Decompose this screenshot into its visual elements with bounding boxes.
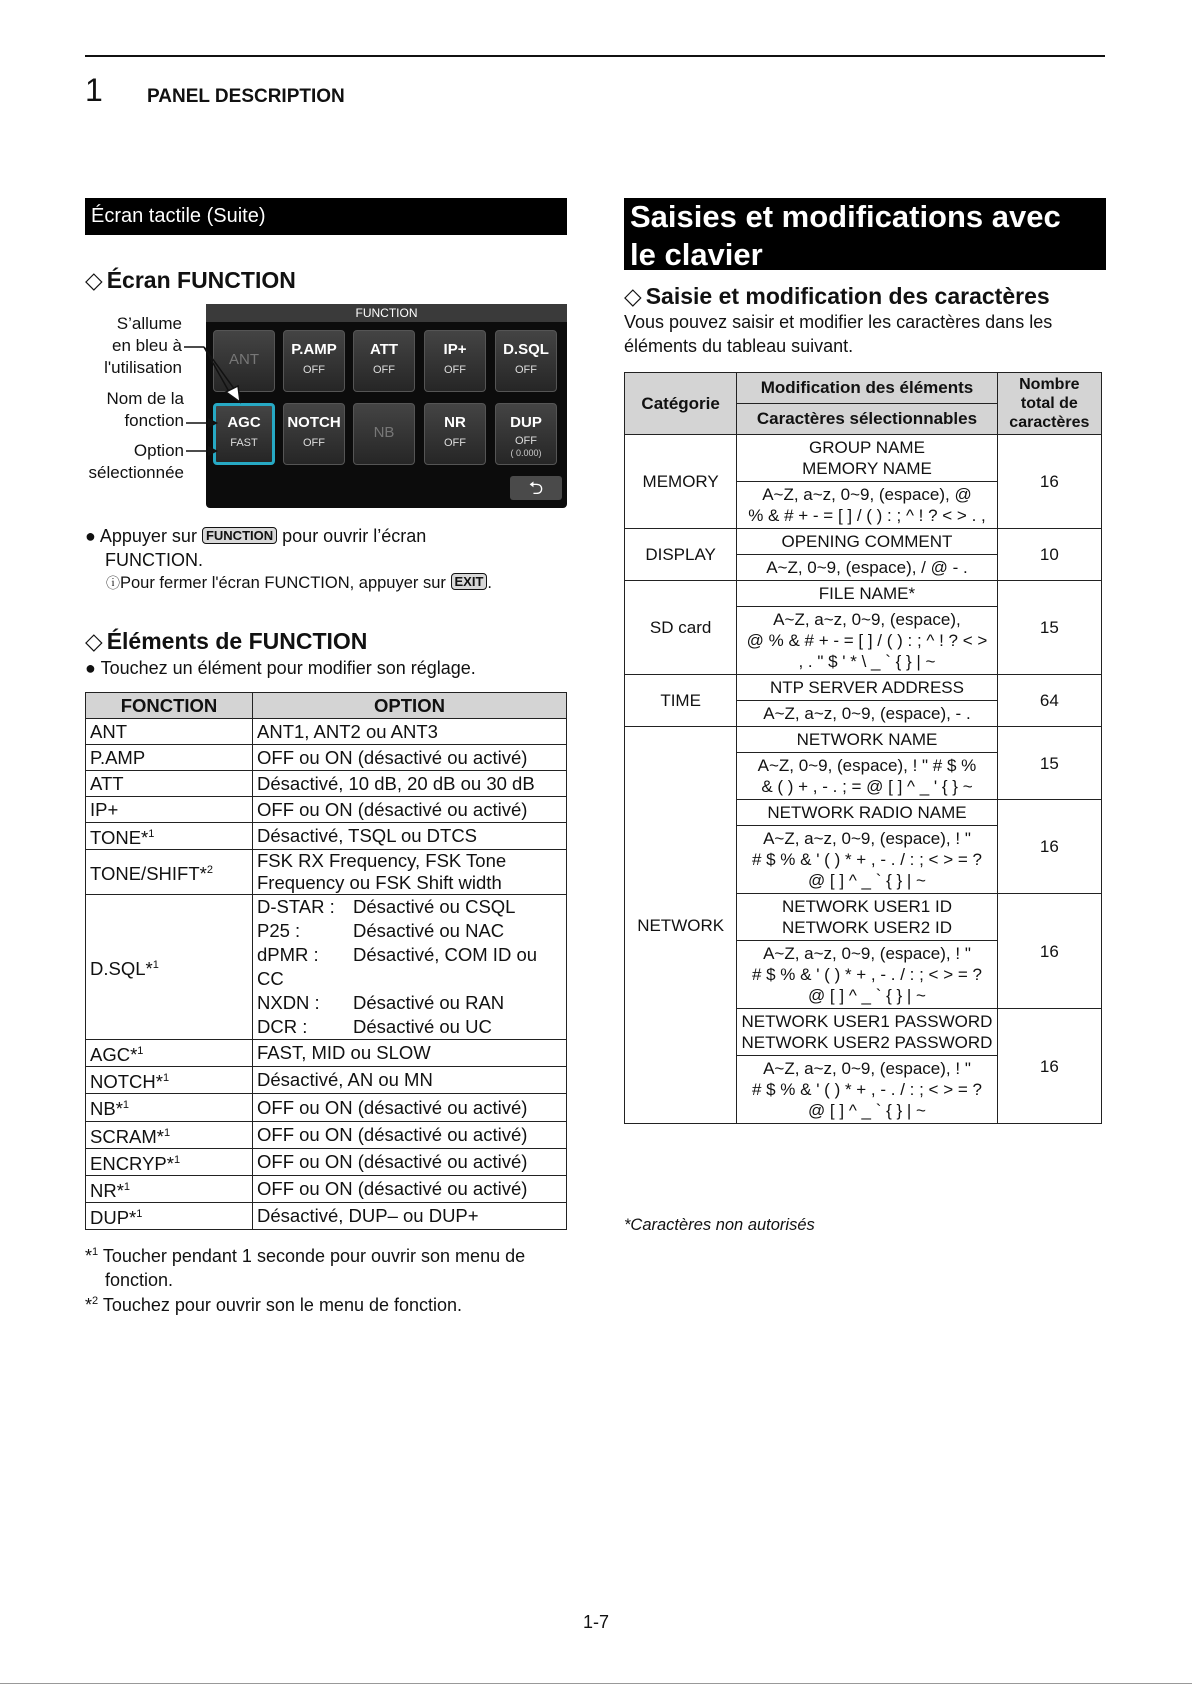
info-icon: ⓘ: [106, 575, 120, 591]
bottom-rule: [0, 1683, 1192, 1684]
diamond-icon: ◇: [624, 283, 642, 309]
function-table: [85, 692, 567, 1230]
back-arrow-icon: ⮌: [510, 476, 562, 500]
col-header-selectable: Caractères sélectionnables: [737, 404, 997, 435]
page-number: 1-7: [582, 1612, 609, 1632]
close-note: ⓘPour fermer l'écran FUNCTION, appuyer sur EXIT .: [106, 574, 493, 592]
table-row: NR*$^1$ OFF ou ON (désactivé ou activé): [86, 1175, 567, 1202]
table-row: A~Z, a~z, 0~9, (espace), @ % & # + - = [ ] / ( ) : ; ^ ! ? < > . ,: [625, 482, 1102, 529]
function-button-agc-selected: AGC FAST: [213, 403, 275, 465]
bullet-icon: ●: [85, 526, 96, 546]
table-row: DISPLAY OPENING COMMENT 10: [625, 529, 1102, 555]
character-table: [624, 372, 1102, 1124]
callout-lines: [0, 0, 600, 520]
table-row: A~Z, a~z, 0~9, (espace), ! " # $ % & ' ( ) * + , - . / : ; < > = ? @ [ ] ^ _ ` { } | ~: [625, 826, 1102, 894]
function-button-dup: DUP OFF ( 0.000): [495, 403, 557, 465]
table-row: TONE*$^1$ Désactivé, TSQL ou DTCS: [86, 823, 567, 850]
diamond-icon: ◇: [85, 628, 103, 654]
chapter-number: 1: [85, 72, 103, 108]
character-entry-heading: ◇ Saisie et modification des caractères: [624, 283, 1050, 309]
table-row: SD card FILE NAME* 15: [625, 581, 1102, 607]
table-row: DUP*$^1$ Désactivé, DUP– ou DUP+: [86, 1203, 567, 1230]
table-row: NETWORK NETWORK NAME 15: [625, 727, 1102, 753]
screen-title: FUNCTION: [206, 304, 567, 322]
function-button-pamp: P.AMP OFF: [283, 330, 345, 392]
table-row: A~Z, 0~9, (espace), / @ - .: [625, 555, 1102, 581]
table-row: A~Z, a~z, 0~9, (espace), ! " # $ % & ' ( ) * + , - . / : ; < > = ? @ [ ] ^ _ ` { } | ~: [625, 941, 1102, 1009]
col-header-category: Catégorie: [625, 373, 737, 435]
table-row: AGC*$^1$ FAST, MID ou SLOW: [86, 1040, 567, 1067]
table-row: MEMORY GROUP NAME MEMORY NAME 16: [625, 435, 1102, 482]
callout-selected-option: Option sélectionnée: [88, 441, 184, 482]
table-row: IP+ OFF ou ON (désactivé ou activé): [86, 797, 567, 823]
callout-function-name: Nom de la fonction: [106, 389, 184, 430]
table-row: A~Z, 0~9, (espace), ! " # $ % & ( ) + , - . ; = @ [ ] ^ _ ' { } ~: [625, 753, 1102, 800]
table-row: NETWORK RADIO NAME 16: [625, 800, 1102, 826]
table-row: A~Z, a~z, 0~9, (espace), ! " # $ % & ' ( ) * + , - . / : ; < > = ? @ [ ] ^ _ ` { } | ~: [625, 1056, 1102, 1124]
table-row: D.SQL*$^1$ D-STAR : Désactivé ou CSQL P25 : Désactivé ou NAC dPMR : Désactivé, COM ID ou CC NXDN : Désactivé ou RAN DCR : Désactivé ou UC: [86, 895, 567, 1040]
function-button-att: ATT OFF: [353, 330, 415, 392]
function-button-dsql: D.SQL OFF: [495, 330, 557, 392]
table-row: NB*$^1$ OFF ou ON (désactivé ou activé): [86, 1094, 567, 1121]
diamond-icon: ◇: [85, 267, 103, 293]
section-bar-keyboard: Saisies et modifications avec le clavier: [624, 198, 1106, 270]
table-row: ANT ANT1, ANT2 ou ANT3: [86, 719, 567, 745]
table-row: P.AMP OFF ou ON (désactivé ou activé): [86, 745, 567, 771]
col-header-total: Nombre total de caractères: [997, 373, 1101, 435]
footnote-2: *$^2$ Touchez pour ouvrir son le menu de fonction.: [85, 1295, 463, 1315]
col-header-option: OPTION: [253, 693, 567, 719]
section-bar-touch-screen: Écran tactile (Suite): [85, 198, 567, 235]
col-header-function: FONCTION: [86, 693, 253, 719]
table-row: ATT Désactivé, 10 dB, 20 dB ou 30 dB: [86, 771, 567, 797]
function-instruction: ● Appuyer sur FUNCTION pour ouvrir l’écran FUNCTION.: [85, 526, 427, 570]
exit-key-icon: EXIT: [451, 573, 488, 590]
table-row: A~Z, a~z, 0~9, (espace), - .: [625, 701, 1102, 727]
character-intro: Vous pouvez saisir et modifier les caractères dans les éléments du tableau suivant.: [624, 312, 1053, 356]
table-row: NETWORK USER1 PASSWORD NETWORK USER2 PASSWORD 16: [625, 1009, 1102, 1056]
function-key-icon: FUNCTION: [202, 527, 277, 544]
table-row: NOTCH*$^1$ Désactivé, AN ou MN: [86, 1067, 567, 1094]
table-row: SCRAM*$^1$ OFF ou ON (désactivé ou activé): [86, 1121, 567, 1148]
elements-instruction: ● Touchez un élément pour modifier son réglage.: [85, 658, 476, 678]
table-row: NETWORK USER1 ID NETWORK USER2 ID 16: [625, 894, 1102, 941]
table-note: *Caractères non autorisés: [624, 1216, 815, 1234]
chapter-title: PANEL DESCRIPTION: [147, 86, 345, 107]
col-header-modification: Modification des éléments: [737, 373, 997, 404]
table-row: ENCRYP*$^1$ OFF ou ON (désactivé ou activé): [86, 1148, 567, 1175]
function-button-ipplus: IP+ OFF: [424, 330, 486, 392]
function-elements-heading: ◇ Éléments de FUNCTION: [85, 628, 368, 654]
table-row: TIME NTP SERVER ADDRESS 64: [625, 675, 1102, 701]
function-screen-heading: ◇ Écran FUNCTION: [85, 267, 296, 293]
bullet-icon: ●: [85, 658, 96, 678]
table-row: A~Z, a~z, 0~9, (espace), @ % & # + - = [ ] / ( ) : ; ^ ! ? < > , . " $ ' * \ _ ` { } | ~: [625, 607, 1102, 675]
footnote-1: *$^1$ Toucher pendant 1 seconde pour ouvrir son menu de fonction.: [85, 1246, 526, 1290]
function-button-ant: ANT: [213, 330, 275, 392]
callout-lights-blue: S’allume en bleu à l'utilisation: [104, 314, 182, 377]
function-button-nr: NR OFF: [424, 403, 486, 465]
table-row: TONE/SHIFT*$^2$ FSK RX Frequency, FSK Tone Frequency ou FSK Shift width: [86, 850, 567, 895]
function-button-notch: NOTCH OFF: [283, 403, 345, 465]
function-button-nb: NB: [353, 403, 415, 465]
